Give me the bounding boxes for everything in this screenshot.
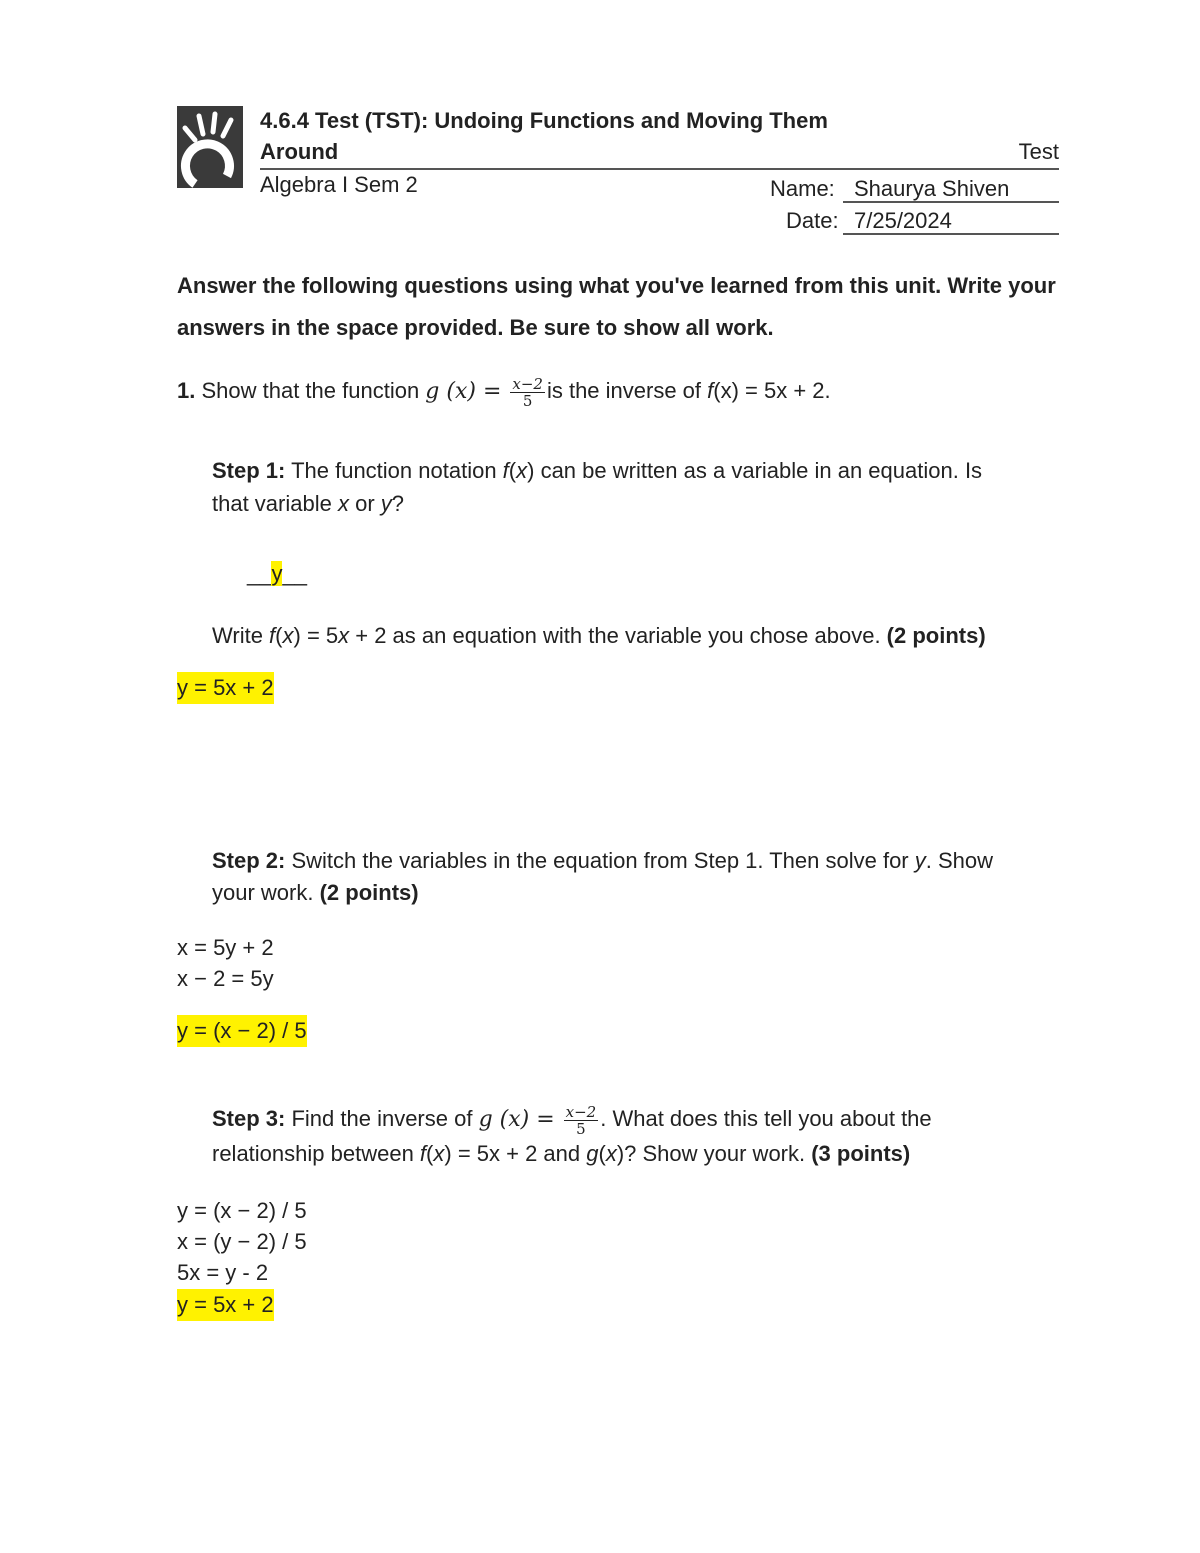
f-symbol: f (419, 1141, 427, 1166)
write-text-b: ) = 5 (293, 623, 339, 648)
instructions-line-2: answers in the space provided. Be sure to show all work. (177, 315, 774, 340)
document-type: Test (1018, 139, 1059, 164)
f-symbol: f (269, 623, 276, 648)
step-1-blank-answer (247, 558, 307, 590)
date-label: Date: (786, 208, 839, 233)
g-numerator: x−2 (512, 374, 543, 393)
g-fraction (564, 1104, 599, 1137)
step-3-label: Step 3: (212, 1106, 286, 1131)
write-text: Write (212, 623, 270, 648)
step-2-line-2 (212, 877, 419, 909)
document-title (260, 106, 828, 136)
date-field: 7/25/2024 (854, 208, 952, 233)
question-1-text-b: is the inverse of (546, 378, 708, 403)
step-3-text-e: )? Show your work. (616, 1141, 812, 1166)
step-2-text-c: your work. (212, 880, 320, 905)
x-symbol: x (433, 1141, 445, 1166)
document-title-cont (260, 137, 338, 167)
g-denominator: 5 (576, 1119, 586, 1138)
points-label: (2 points) (319, 880, 419, 905)
g-fraction (510, 376, 545, 409)
x-symbol: x (337, 491, 349, 516)
step-2-label: Step 2: (212, 848, 286, 873)
name-label: Name: (770, 176, 835, 201)
step-1-text: The function notation (285, 458, 503, 483)
g-of-x-lhs: g (x) = (425, 379, 509, 404)
step-3-text-d: ) = 5x + 2 and (444, 1141, 587, 1166)
paren: ( (426, 1141, 434, 1166)
instructions-line-1: Answer the following questions using what you've learned from this unit. Write your (177, 273, 1056, 298)
paren: ( (508, 458, 517, 483)
step-3-text-c: relationship between (212, 1141, 420, 1166)
step-1-line-1 (212, 455, 982, 487)
step-2-text-b: . Show (925, 848, 994, 873)
blank-left: __ (247, 561, 272, 586)
or-text: or (348, 491, 381, 516)
course-label: Algebra I Sem 2 (260, 172, 418, 197)
g-of-x-lhs: g (x) = (478, 1107, 562, 1132)
paren: ( (598, 1141, 606, 1166)
step-2-text: Switch the variables in the equation from Step 1. Then solve for (285, 848, 915, 873)
step-1-label: Step 1: (212, 458, 286, 483)
step-1-line-2 (212, 488, 404, 520)
logo-icon (177, 106, 243, 188)
y-symbol: y (380, 491, 392, 516)
x-symbol: x (516, 458, 528, 483)
step-1-equation-answer: y = 5x + 2 (177, 672, 274, 704)
step-2-work-1: x = 5y + 2 (177, 935, 274, 960)
step-3-work-2: x = (y − 2) / 5 (177, 1229, 307, 1254)
blank-right: __ (282, 561, 307, 586)
step-3-work-3: 5x = y - 2 (177, 1260, 269, 1285)
question-1-prompt (177, 366, 831, 417)
points-label: (2 points) (886, 623, 986, 648)
x-symbol: x (338, 623, 350, 648)
name-field: Shaurya Shiven (854, 176, 1010, 201)
question-mark: ? (391, 491, 405, 516)
title-line-2: Around (260, 139, 339, 164)
question-1-text-c: (x) = 5x + 2. (713, 378, 831, 403)
g-numerator: x−2 (565, 1102, 597, 1121)
name-underline (843, 201, 1059, 203)
f-symbol: f (502, 458, 509, 483)
paren: ( (275, 623, 283, 648)
write-text-c: + 2 as an equation with the variable you chose above. (349, 623, 887, 648)
g-symbol: g (586, 1141, 599, 1166)
step-3-text: Find the inverse of (285, 1106, 479, 1131)
date-underline (843, 233, 1059, 235)
question-1-text: Show that the function (195, 378, 426, 403)
step-1-write-prompt (212, 620, 986, 652)
step-3-line-2 (212, 1138, 910, 1170)
step-3-answer: y = 5x + 2 (177, 1289, 274, 1321)
x-symbol: x (605, 1141, 617, 1166)
step-1-text-c: that variable (212, 491, 338, 516)
step-3-work-1: y = (x − 2) / 5 (177, 1198, 307, 1223)
question-number: 1. (177, 378, 196, 403)
x-symbol: x (282, 623, 294, 648)
f-symbol: f (707, 378, 714, 403)
g-denominator: 5 (522, 391, 533, 410)
title-line-1: 4.6.4 Test (TST): Undoing Functions and Moving Them (260, 108, 828, 133)
step-2-work-2: x − 2 = 5y (177, 966, 274, 991)
y-symbol: y (914, 848, 926, 873)
logo (177, 106, 243, 188)
step-1-text-b: ) can be written as a variable in an equation. Is (527, 458, 983, 483)
step-2-line-1 (212, 845, 993, 877)
step-3-text-b: . What does this tell you about the (600, 1106, 932, 1131)
variable-answer: y (271, 561, 283, 586)
step-2-answer: y = (x − 2) / 5 (177, 1015, 307, 1047)
points-label: (3 points) (811, 1141, 911, 1166)
